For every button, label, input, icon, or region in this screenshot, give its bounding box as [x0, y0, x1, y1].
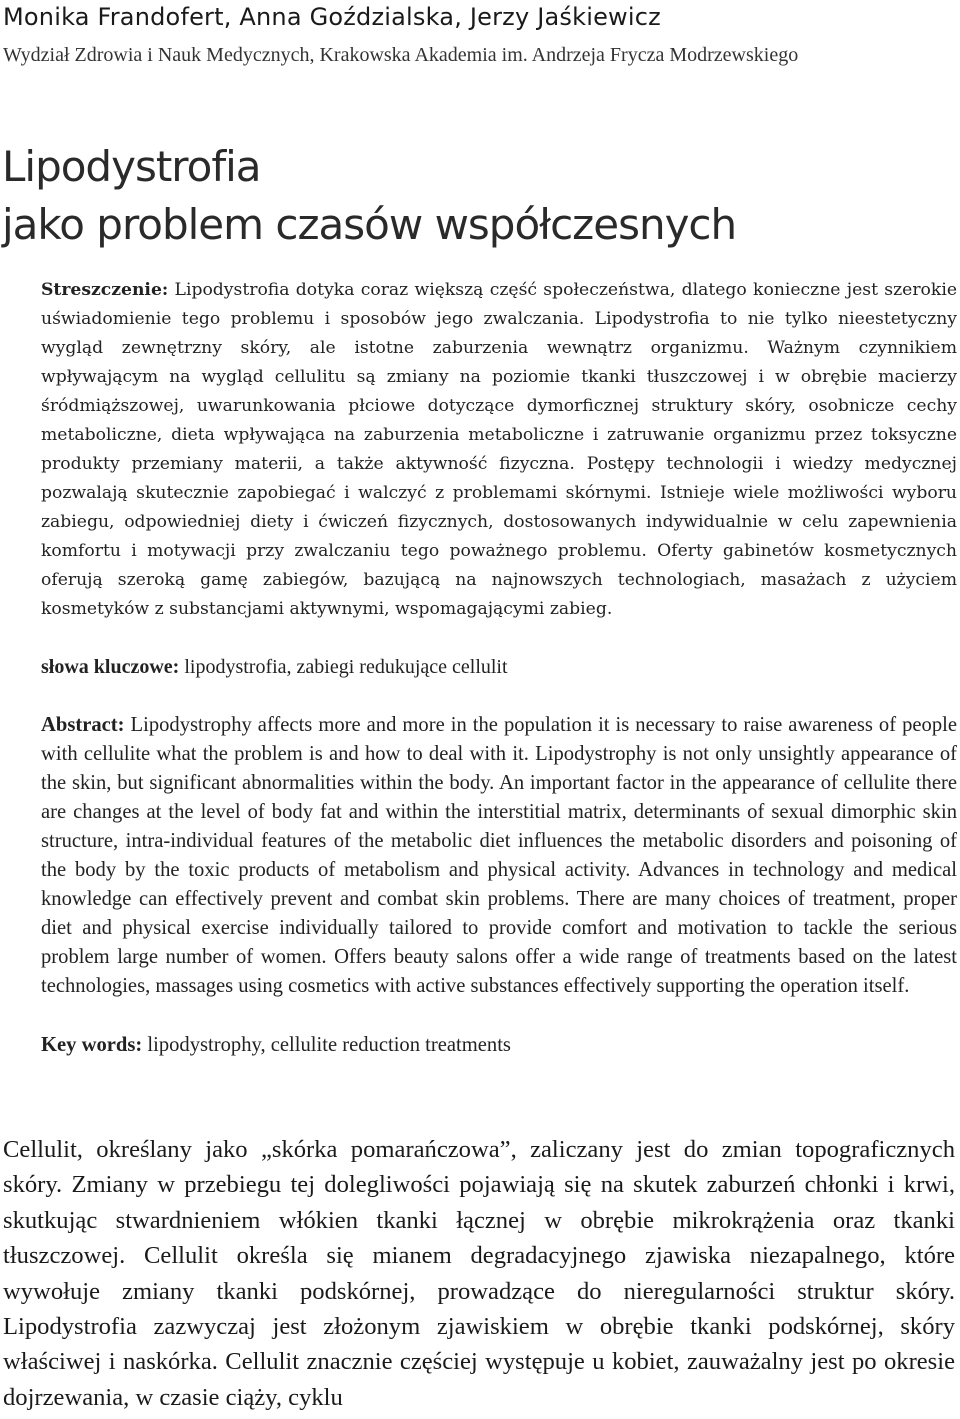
keywords-polish-label: słowa kluczowe:: [41, 656, 180, 678]
paper-title: [2, 138, 952, 254]
abstract-english-label: Abstract:: [41, 714, 125, 736]
abstract-english: [41, 711, 957, 1001]
affiliation: Wydział Zdrowia i Nauk Medycznych, Krakowska Akademia im. Andrzeja Frycza Modrzewskiego: [3, 44, 799, 66]
keywords-english-text: lipodystrophy, cellulite reduction treatments: [142, 1034, 511, 1056]
abstract-polish: [41, 276, 957, 624]
paper-title-line-1: Lipodystrofia: [2, 142, 261, 191]
keywords-polish-text: lipodystrofia, zabiegi redukujące cellulit: [179, 656, 508, 678]
keywords-english: [41, 1031, 957, 1060]
keywords-english-label: Key words:: [41, 1034, 143, 1056]
body-paragraph: Cellulit, określany jako „skórka pomarańczowa”, zaliczany jest do zmian topograficznych skóry. Zmiany w przebiegu tej dolegliwości pojawiają się na skutek zaburzeń chłonki i krwi, skutkując stwardnieniem włókien tkanki łącznej w obrębie mikrokrążenia oraz tkanki tłuszczowej. Cellulit określa się mianem degradacyjnego zjawiska niezapalnego, które wywołuje zmiany tkanki podskórnej, prowadzące do nieregularności struktur skóry. Lipodystrofia zazwyczaj jest złożonym zjawiskiem w obrębie tkanki podskórnej, skóry właściwej i naskórka. Cellulit znacznie częściej występuje u kobiet, zauważalny jest po okresie dojrzewania, w czasie ciąży, cyklu: [3, 1136, 955, 1411]
authors: Monika Frandofert, Anna Goździalska, Jerzy Jaśkiewicz: [3, 3, 661, 31]
abstract-polish-label: Streszczenie:: [41, 280, 169, 300]
keywords-polish: [41, 652, 957, 682]
paper-title-line-2: jako problem czasów współczesnych: [2, 200, 737, 249]
abstract-polish-text: Lipodystrofia dotyka coraz większą część społeczeństwa, dlatego konieczne jest szerokie uświadomienie tego problemu i sposobów jego zwalczania. Lipodystrofia to nie tylko nieestetyczny wygląd zewnętrzny skóry, ale istotne zaburzenia wewnątrz organizmu. Ważnym czynnikiem wpływającym na wygląd cellulitu są zmiany na poziomie tkanki tłuszczowej i w obrębie macierzy śródmiąższowej, uwarunkowania płciowe dotyczące dymorficznej struktury skóry, osobnicze cechy metaboliczne, dieta wpływająca na zaburzenia metaboliczne i zatruwanie organizmu przez toksyczne produkty przemiany materii, a także aktywność fizyczna. Postępy technologii i wiedzy medycznej pozwalają skutecznie zapobiegać i walczyć z problemami skórnymi. Istnieje wiele możliwości wyboru zabiegu, odpowiedniej diety i ćwiczeń fizycznych, dostosowanych indywidualnie w celu zapewnienia komfortu i motywacji przy zwalczaniu tego poważnego problemu. Oferty gabinetów kosmetycznych oferują szeroką gamę zabiegów, bazującą na najnowszych technologiach, masażach z użyciem kosmetyków z substancjami aktywnymi, wspomagającymi zabieg.: [41, 280, 957, 619]
abstract-english-text: Lipodystrophy affects more and more in the population it is necessary to raise awareness of people with cellulite what the problem is and how to deal with it. Lipodystrophy is not only unsightly appearance of the skin, but significant abnormalities within the body. An important factor in the appearance of cellulite there are changes at the level of body fat and within the interstitial matrix, determinants of sexual dimorphic skin structure, intra-individual features of the metabolic diet influences the metabolic disorders and poisoning of the body by the toxic products of metabolism and physical activity. Advances in technology and medical knowledge can effectively prevent and combat skin problems. There are many choices of treatment, proper diet and physical exercise individually tailored to provide comfort and motivation to tackle the serious problem large number of women. Offers beauty salons offer a wide range of treatments based on the latest technologies, massages using cosmetics with active substances effectively supporting the operation itself.: [41, 714, 957, 997]
